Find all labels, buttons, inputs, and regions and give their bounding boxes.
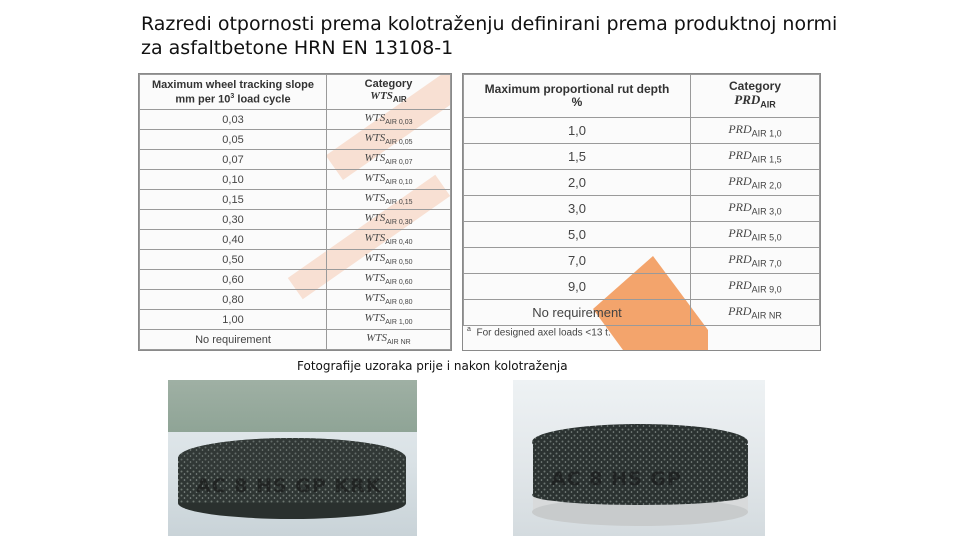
- row-value: 9,0: [464, 274, 691, 300]
- row-value: 1,00: [140, 310, 327, 330]
- row-value: 3,0: [464, 196, 691, 222]
- table-row: [140, 150, 451, 170]
- row-category: $WTS_{AIR 0,60}$: [327, 270, 451, 290]
- row-value: 0,80: [140, 290, 327, 310]
- table-row: [140, 290, 451, 310]
- row-value: 2,0: [464, 170, 691, 196]
- table-row: [140, 330, 451, 350]
- row-value: No requirement: [140, 330, 327, 350]
- row-category: $PRD_{AIR NR}$: [691, 300, 820, 326]
- photos-caption: Fotografije uzoraka prije i nakon kolotraženja: [297, 359, 568, 373]
- rut-depth-rows: [464, 118, 820, 326]
- row-category: $WTS_{AIR 0,80}$: [327, 290, 451, 310]
- category-column-header: Category $WTS_{AIR}$: [327, 75, 451, 110]
- asphalt-sample-after: [513, 380, 765, 536]
- table-row: [464, 222, 820, 248]
- asphalt-sample-before: [168, 380, 417, 536]
- table-row: [464, 118, 820, 144]
- sample-marking-before: AC 8 HS GP KRK: [196, 475, 382, 497]
- row-value: 1,0: [464, 118, 691, 144]
- table-row: [140, 130, 451, 150]
- row-value: 0,30: [140, 210, 327, 230]
- table-row: [464, 170, 820, 196]
- title-line-1: Razredi otpornosti prema kolotraženju definirani prema produktnoj normi: [141, 13, 838, 35]
- row-value: 0,03: [140, 110, 327, 130]
- wheel-tracking-rows: [140, 110, 451, 350]
- table-row: [464, 248, 820, 274]
- table-row: [464, 300, 820, 326]
- sample-photo-before: [168, 380, 417, 536]
- slope-column-header: Maximum wheel tracking slope mm per $10^3$ load cycle: [140, 75, 327, 110]
- table-row: [140, 270, 451, 290]
- row-value: 0,40: [140, 230, 327, 250]
- table-row: [140, 190, 451, 210]
- title-line-2: za asfaltbetone HRN EN 13108-1: [141, 37, 454, 59]
- row-value: 0,07: [140, 150, 327, 170]
- row-category: $WTS_{AIR 0,05}$: [327, 130, 451, 150]
- row-category: $PRD_{AIR 9,0}$: [691, 274, 820, 300]
- row-category: $PRD_{AIR 1,0}$: [691, 118, 820, 144]
- table-row: [140, 230, 451, 250]
- row-category: $PRD_{AIR 7,0}$: [691, 248, 820, 274]
- sample-photo-after: [513, 380, 765, 536]
- row-category: $WTS_{AIR 0,50}$: [327, 250, 451, 270]
- row-category: $PRD_{AIR 1,5}$: [691, 144, 820, 170]
- row-value: No requirement: [464, 300, 691, 326]
- table-row: [140, 110, 451, 130]
- table-footnote: $^a$ For designed axel loads <13 t.: [467, 326, 611, 339]
- row-category: $WTS_{AIR 0,07}$: [327, 150, 451, 170]
- row-value: 0,05: [140, 130, 327, 150]
- row-value: 0,10: [140, 170, 327, 190]
- table-row: [140, 170, 451, 190]
- row-value: 7,0: [464, 248, 691, 274]
- rut-depth-table: [462, 73, 821, 351]
- table-row: [464, 274, 820, 300]
- row-category: $WTS_{AIR NR}$: [327, 330, 451, 350]
- row-category: $WTS_{AIR 1,00}$: [327, 310, 451, 330]
- page-title: [141, 12, 841, 60]
- row-category: $PRD_{AIR 5,0}$: [691, 222, 820, 248]
- depth-column-header: Maximum proportional rut depth %: [464, 75, 691, 118]
- prd-category-column-header: Category $PRD_{AIR}$: [691, 75, 820, 118]
- row-value: 5,0: [464, 222, 691, 248]
- table-row: [140, 310, 451, 330]
- table-row: [464, 144, 820, 170]
- row-value: 1,5: [464, 144, 691, 170]
- row-category: $WTS_{AIR 0,30}$: [327, 210, 451, 230]
- row-category: $WTS_{AIR 0,40}$: [327, 230, 451, 250]
- row-category: $WTS_{AIR 0,15}$: [327, 190, 451, 210]
- row-category: $PRD_{AIR 2,0}$: [691, 170, 820, 196]
- table-row: [464, 196, 820, 222]
- row-category: $WTS_{AIR 0,10}$: [327, 170, 451, 190]
- row-value: 0,60: [140, 270, 327, 290]
- row-value: 0,15: [140, 190, 327, 210]
- row-value: 0,50: [140, 250, 327, 270]
- table-row: [140, 250, 451, 270]
- row-category: $WTS_{AIR 0,03}$: [327, 110, 451, 130]
- wheel-tracking-slope-table: [138, 73, 452, 351]
- sample-marking-after: AC 8 HS GP: [551, 468, 682, 490]
- table-row: [140, 210, 451, 230]
- row-category: $PRD_{AIR 3,0}$: [691, 196, 820, 222]
